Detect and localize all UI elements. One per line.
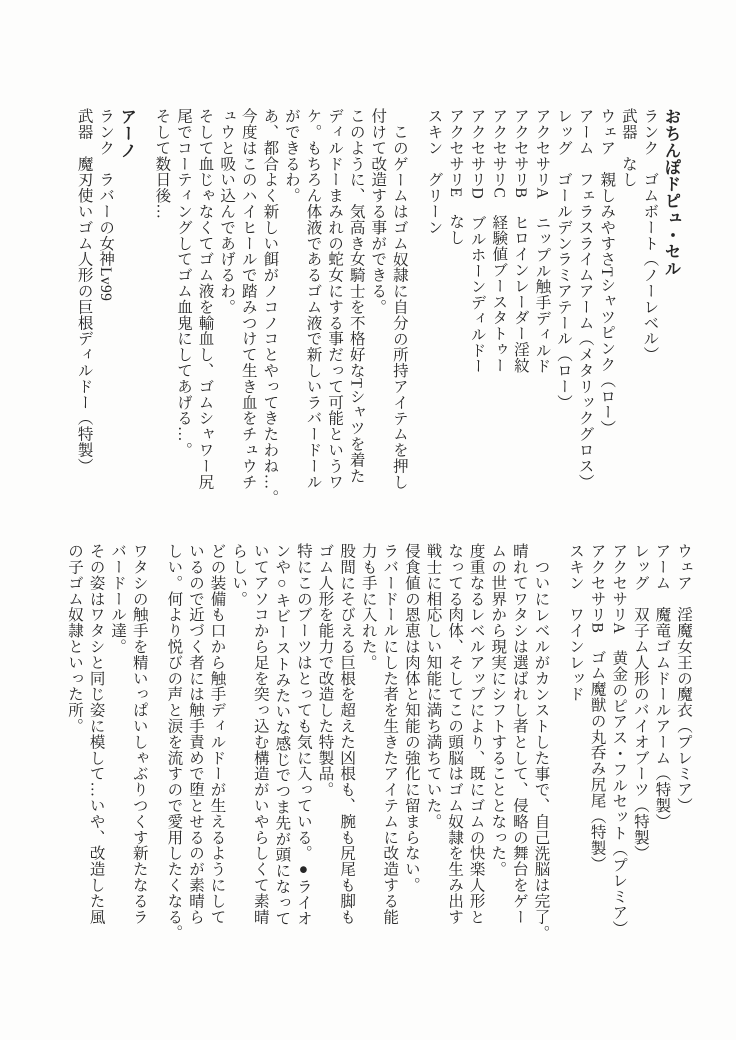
arno-description-paragraphs — [163, 543, 552, 967]
paragraph-line: いてアソコから足を突っ込む構造がいやらしくて素晴 — [251, 543, 269, 925]
cell-status-block — [423, 108, 682, 532]
status-line: アクセサリB ヒロインレーダー淫紋 — [511, 108, 529, 374]
status-line: アーム 魔竜ゴムドールアーム（特製） — [653, 543, 671, 830]
paragraph-line: 晴れてワタシは選ばれし者として、侵略の舞台をゲー — [510, 543, 528, 925]
paragraph-line: バードール達。 — [109, 543, 127, 655]
status-line: スキン グリーン — [425, 108, 443, 236]
status-line: アクセサリC 経験値ブースタトゥー — [490, 108, 508, 374]
paragraph-line: あ、都合よく新しい餌がノコノコとやってきたわね…。 — [261, 108, 279, 506]
status-line: アクセサリA ニップル触手ディルド — [533, 108, 551, 374]
cell-description-paragraphs — [151, 108, 410, 532]
paragraph-line: ワタシの触手を精いっぱいしゃぶりつくす新たなるラ — [130, 543, 148, 925]
paragraph-line: の子ゴム奴隷といった所。 — [65, 543, 83, 734]
paragraph-line: いるので近づく者には触手責めで堕とせるのが素晴ら — [186, 543, 204, 925]
status-line: レッグ ゴールデンラミアテール（ロー） — [555, 108, 573, 411]
paragraph-line: ケ。もちろん体液であるゴム液で新しいラバードール — [304, 108, 322, 490]
paragraph-line: ディルドーまみれの蛇女にする事だって可能というワ — [326, 108, 344, 490]
status-line: アクセサリB ゴム魔獣の丸呑み尻尾（特製） — [588, 543, 606, 872]
paragraph-line: 尾でコーティングしてゴム血鬼にしてあげる…。 — [174, 108, 192, 458]
paragraph-line: なってる肉体、そしてこの頭脳はゴム奴隷を生み出す — [446, 543, 464, 925]
paragraph-line: 侵食値の恩恵は肉体と知能の強化に留まらない。 — [402, 543, 420, 893]
character-name: アーノ — [117, 108, 137, 159]
paragraph-line: 付けて改造する事ができる。 — [369, 108, 387, 315]
paragraph-line: 度重なるレベルアップにより、既にゴムの快楽人形と — [467, 543, 485, 925]
status-line: アクセサリA 黄金のピアス・フルセット（プレミア） — [610, 543, 628, 937]
paragraph-line: このゲームはゴム奴隷に自分の所持アイテムを押し — [390, 124, 408, 490]
paragraph-line: らしい。 — [230, 543, 248, 607]
arno-dolls-paragraphs — [63, 543, 149, 967]
paragraph-line: その姿はワタシと同じ姿に模して…いや、改造した風 — [87, 543, 105, 925]
status-line: 武器 魔刃使いゴム人形の巨根ディルドー（特製） — [75, 108, 93, 474]
status-line: ウェア 淫魔女王の魔衣（プレミア） — [675, 543, 692, 814]
arno-equipment-block — [564, 543, 694, 967]
paragraph-line: 戦士に相応しい知能に満ち満ちていた。 — [424, 543, 442, 830]
paragraph-line: ができるわ。 — [282, 108, 300, 204]
status-line: スキン ワインレッド — [567, 543, 585, 702]
paragraph-line: そして数日後… — [153, 108, 171, 220]
paragraph-line: ついにレベルがカンストした事で、自己洗脳は完了。 — [532, 559, 550, 941]
paragraph-line: どの装備も口から触手ディルドーが生えるようにして — [208, 543, 226, 925]
paragraph-line: ラバードールにした者を生きたアイテムに改造する能 — [381, 543, 399, 925]
paragraph-line: このように、気高き女騎士を不格好なTシャツを着た — [347, 108, 365, 484]
paragraph-line: しい。何より悦びの声と涙を流すので愛用したくなる。 — [165, 543, 183, 941]
paragraph-line: ンや○キビーストみたいな感じでつま先が頭になって — [273, 543, 291, 927]
character-name: おちんぽドピュ・セル — [662, 108, 681, 277]
paragraph-line: ュウと吸い込んであげるわ。 — [218, 108, 236, 315]
status-line: ランク ゴムボート（ノーレベル） — [641, 108, 659, 363]
bottom-text-block — [63, 543, 694, 967]
status-line: レッグ 双子ム人形のバイオブーツ（特製） — [631, 543, 649, 861]
top-text-block — [73, 108, 682, 532]
status-line: ウェア 親しみやすさTシャツピンク（ロー） — [598, 108, 616, 436]
paragraph-line: 股間にそびえる巨根を超えた凶根も、腕も尻尾も脚も — [338, 543, 356, 925]
status-line: アーム フェラスライムアーム（メタリックグロス） — [576, 108, 594, 490]
status-line: 武器 なし — [619, 108, 637, 188]
paragraph-line: ムの世界から現実にシフトすることとなった。 — [489, 543, 507, 877]
status-line: アクセサリE なし — [447, 108, 465, 246]
paragraph-line: そして血じゃなくてゴム液を輸血し、ゴムシャワー尻 — [196, 108, 214, 490]
arno-status-block — [73, 108, 138, 532]
paragraph-line: 力も手に入れた。 — [359, 543, 377, 671]
paragraph-line: ゴム人形を能力で改造した特製品。 — [316, 543, 334, 798]
status-line: ランク ラバーの女神Lv99 — [97, 108, 115, 302]
status-line: アクセサリD ブルホーンディルドー — [468, 108, 486, 374]
paragraph-line: 今度はこのハイヒールで踏みつけて生き血をチュウチ — [239, 108, 257, 490]
paragraph-line: 特にこのブーツはとっても気に入っている。●ライオ — [294, 543, 312, 927]
